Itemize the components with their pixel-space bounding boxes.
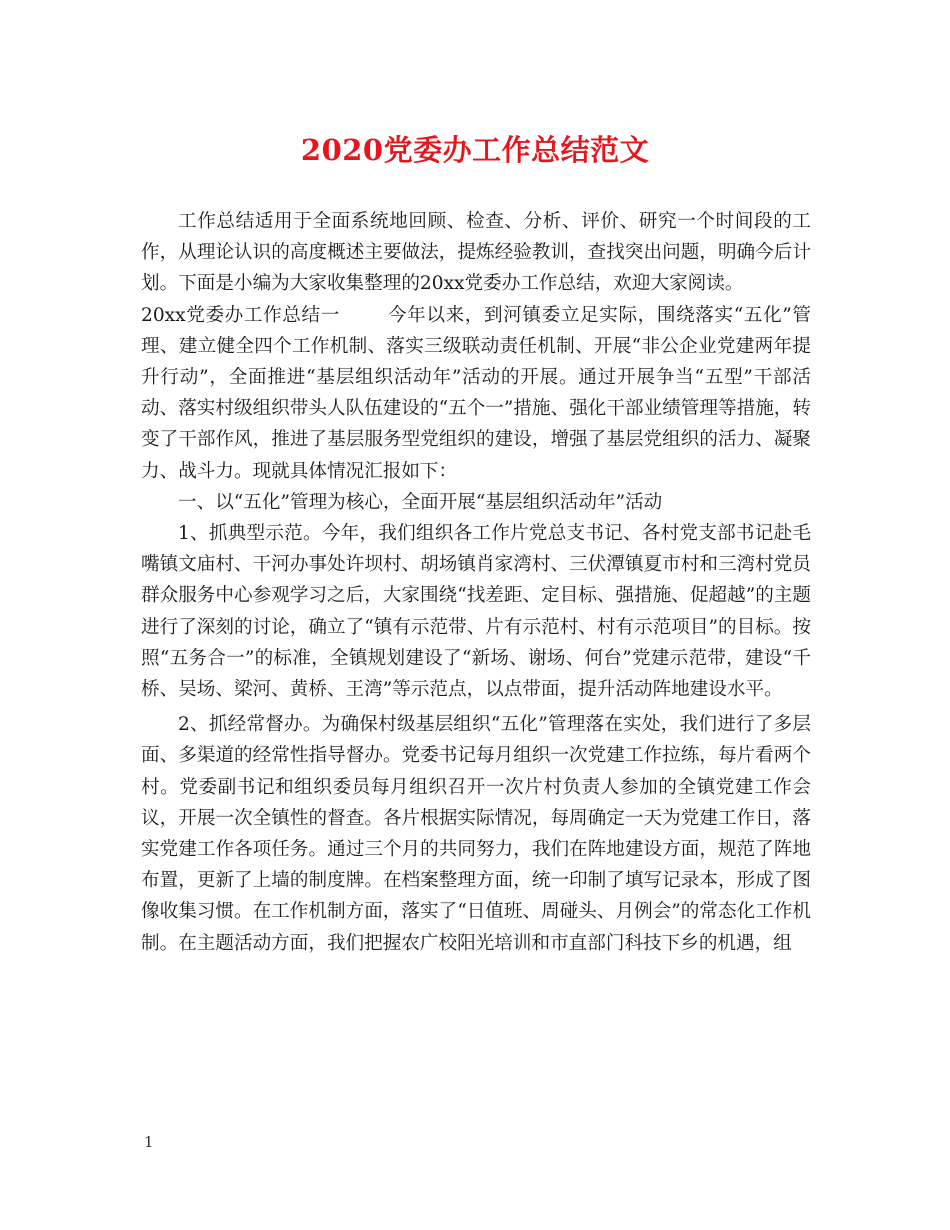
item-two-paragraph: 2、抓经常督办。为确保村级基层组织“五化”管理落在实处，我们进行了多层面、多渠道的经常性指导督办。党委书记每月组织一次党建工作拉练，每片看两个村。党委副书记和组织委员每月组织召开一次片村负责人参加的全镇党建工作会议，开展一次全镇性的督查。各片根据实际情况，每周确定一天为党建工作日，落实党建工作各项任务。通过三个月的共同努力，我们在阵地建设方面，规范了阵地布置，更新了上墙的制度牌。在档案整理方面，统一印制了填写记录本，形成了图像收集习惯。在工作机制方面，落实了“日值班、周碰头、月例会”的常态化工作机制。在主题活动方面，我们把握农广校阳光培训和市直部门科技下乡的机遇，组 xyxy=(141,714,811,954)
section-paragraph xyxy=(141,300,811,487)
document-title: 2020党委办工作总结范文 xyxy=(300,133,650,167)
page-number: 1 xyxy=(144,1133,154,1151)
document-body xyxy=(141,206,811,959)
section-heading: 20xx党委办工作总结一 xyxy=(141,304,340,326)
item-one-paragraph: 1、抓典型示范。今年，我们组织各工作片党总支书记、各村党支部书记赴毛嘴镇文庙村、干河办事处许坝村、胡场镇肖家湾村、三伏潭镇夏市村和三湾村党员群众服务中心参观学习之后，大家围绕“找差距、定目标、强措施、促超越”的主题进行了深刻的讨论，确立了“镇有示范带、片有示范村、村有示范项目”的目标。按照“五务合一”的标准，全镇规划建设了“新场、谢场、何台”党建示范带，建设“千桥、吴场、梁河、黄桥、王湾”等示范点，以点带面，提升活动阵地建设水平。 xyxy=(141,523,811,701)
intro-paragraph: 工作总结适用于全面系统地回顾、检查、分析、评价、研究一个时间段的工作，从理论认识的高度概述主要做法，提炼经验教训，查找突出问题，明确今后计划。下面是小编为大家收集整理的20xx党委办工作总结，欢迎大家阅读。 xyxy=(141,211,811,295)
section-body: 今年以来，到河镇委立足实际，围绕落实“五化”管理、建立健全四个工作机制、落实三级联动责任机制、开展“非公企业党建两年提升行动”，全面推进“基层组织活动年”活动的开展。通过开展争当“五型”干部活动、落实村级组织带头人队伍建设的“五个一”措施、强化干部业绩管理等措施，转变了干部作风，推进了基层服务型党组织的建设，增强了基层党组织的活力、凝聚力、战斗力。现就具体情况汇报如下： xyxy=(141,304,811,482)
part-one-heading: 一、以“五化”管理为核心，全面开展“基层组织活动年”活动 xyxy=(178,491,663,513)
